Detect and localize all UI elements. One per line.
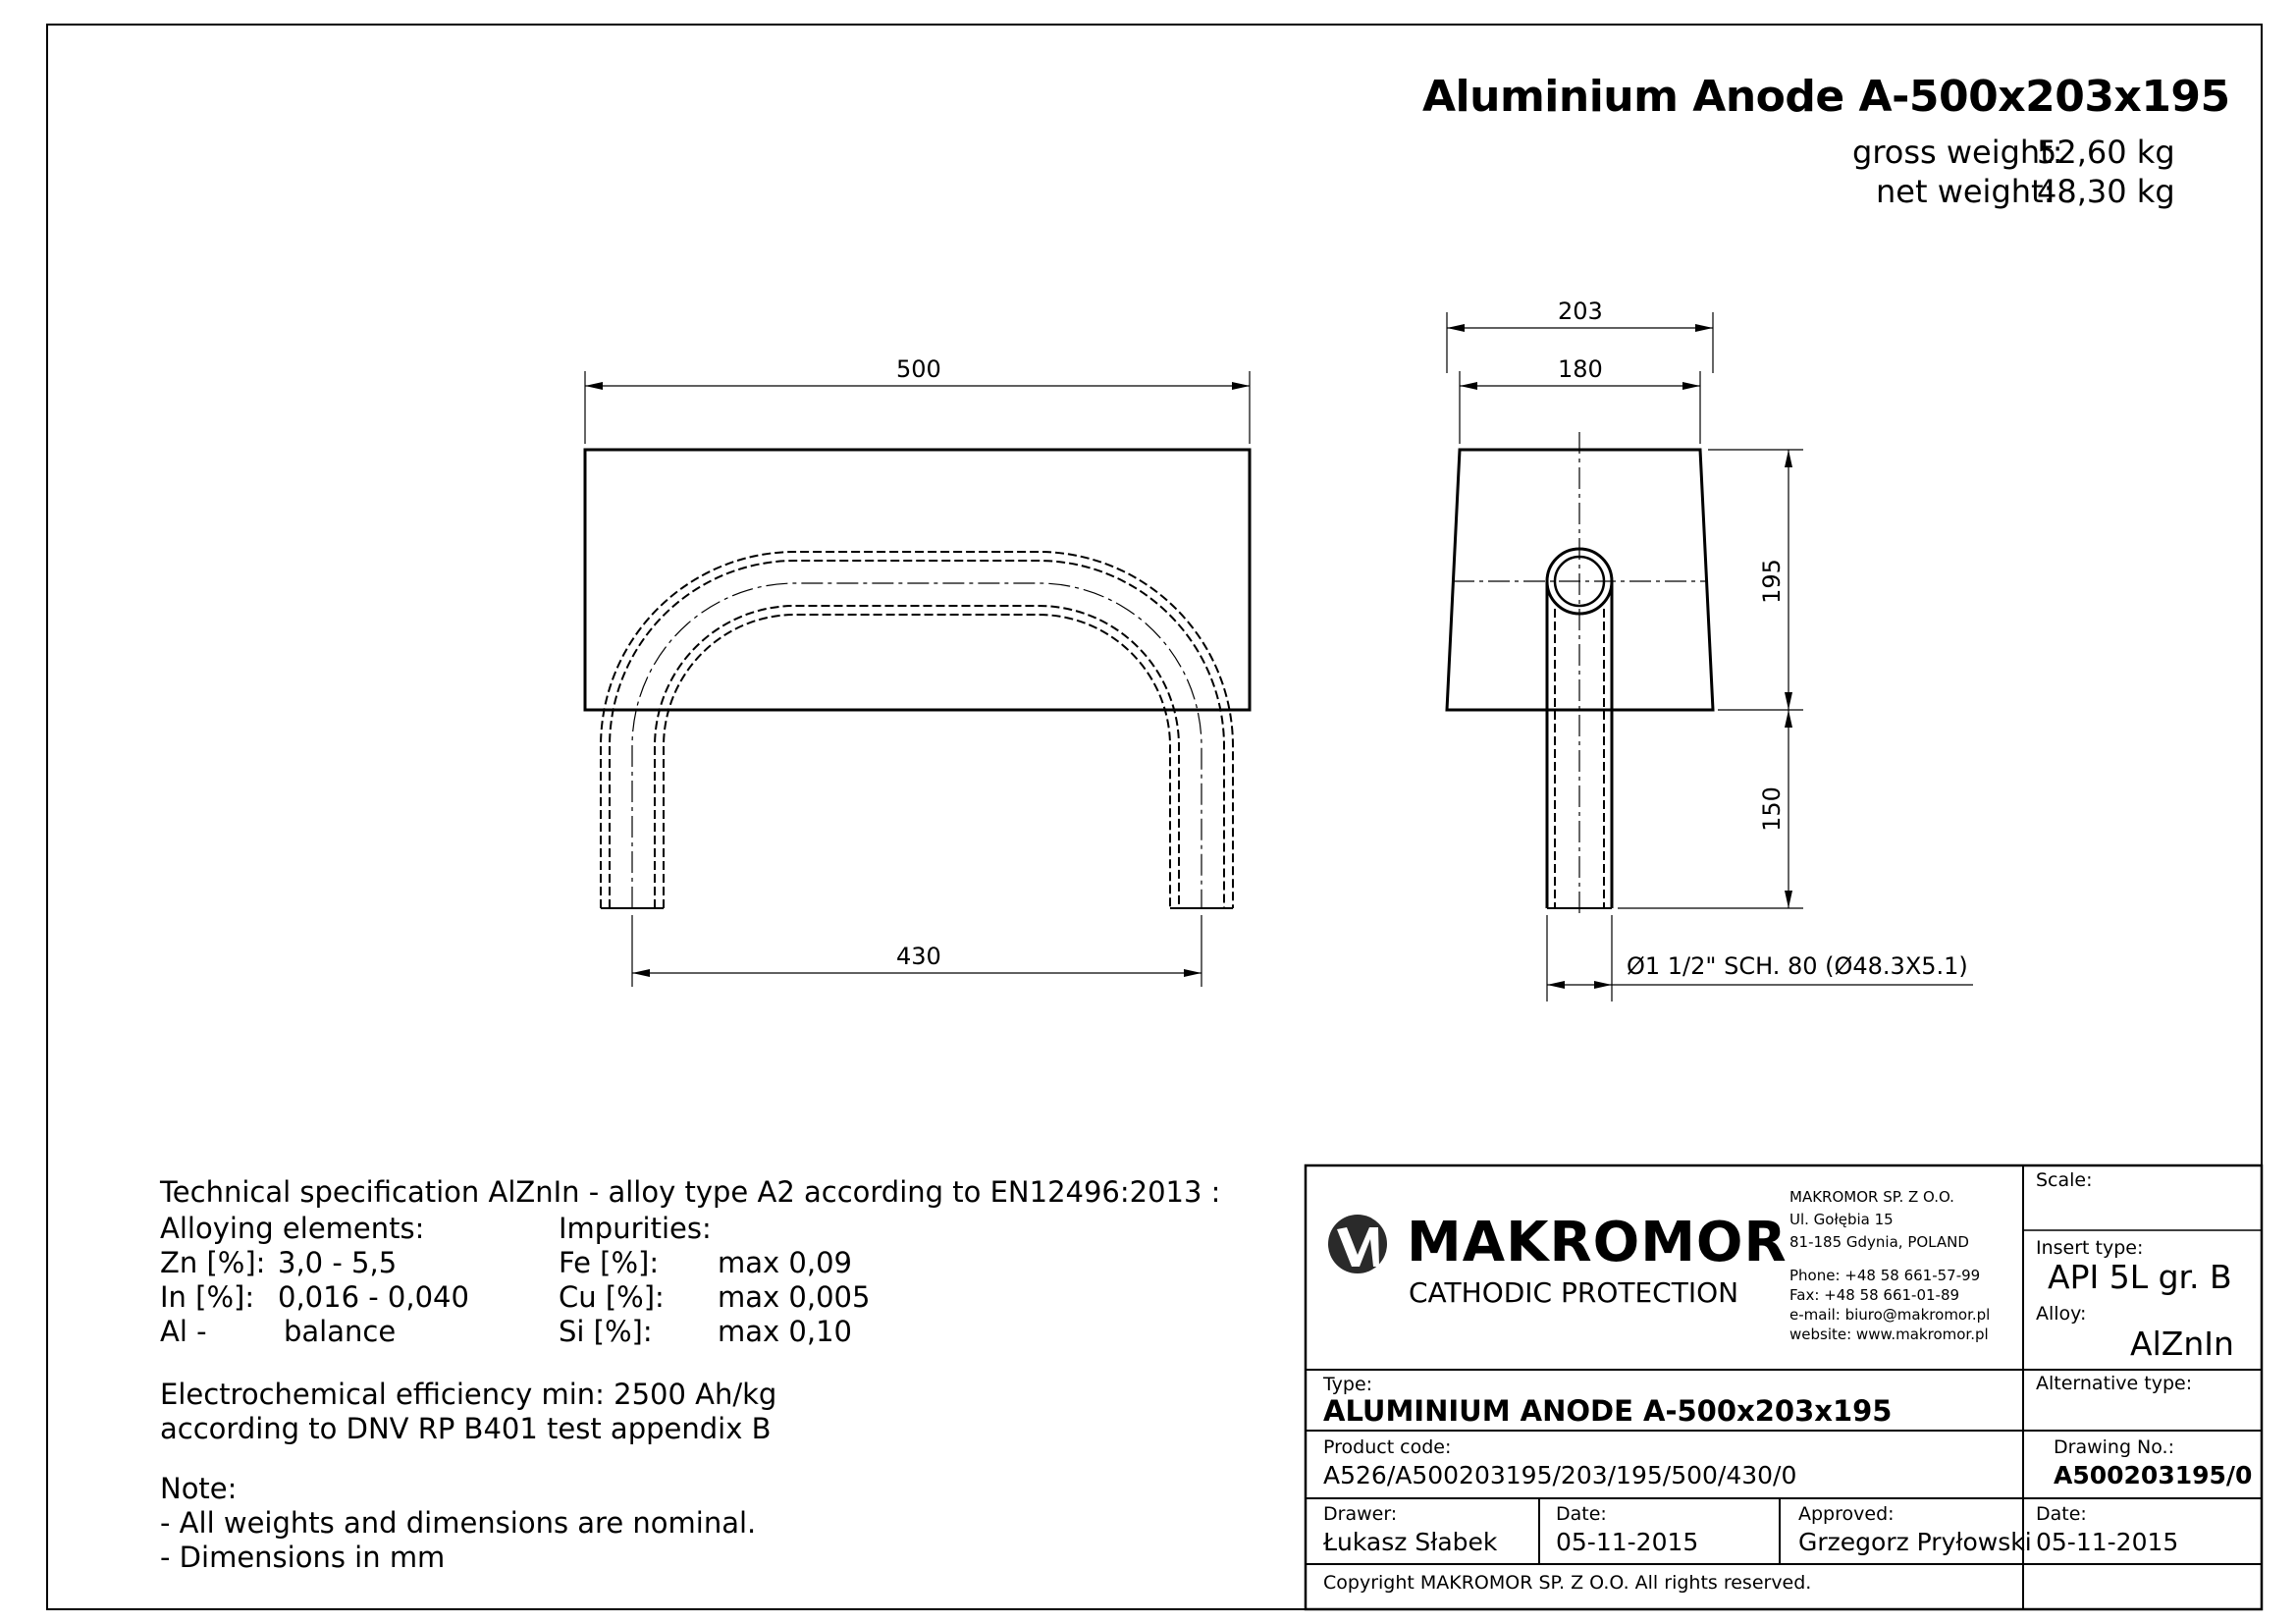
efficiency-line-2: according to DNV RP B401 test appendix B: [160, 1412, 772, 1445]
gross-weight-label: gross weight:: [1852, 134, 2063, 171]
alloy-val-zn: 3,0 - 5,5: [278, 1246, 398, 1279]
drawer-label: Drawer:: [1323, 1503, 1398, 1525]
scale-label: Scale:: [2036, 1169, 2093, 1191]
approval-date-label: Date:: [2036, 1503, 2087, 1525]
drawing-no-label: Drawing No.:: [2054, 1436, 2174, 1458]
alloy-el-al: Al -: [160, 1315, 207, 1348]
net-weight-value: 48,30 kg: [2037, 173, 2175, 210]
makromor-logo-icon: [1328, 1215, 1387, 1273]
alternative-type-label: Alternative type:: [2036, 1373, 2193, 1394]
drawing-no-value: A500203195/0: [2054, 1461, 2253, 1489]
approved-label: Approved:: [1798, 1503, 1895, 1525]
type-value: ALUMINIUM ANODE A-500x203x195: [1323, 1394, 1893, 1428]
approved-value: Grzegorz Pryłowski: [1798, 1528, 2032, 1556]
core-pipe-centerline: [632, 583, 1201, 908]
date-value: 05-11-2015: [1556, 1528, 1699, 1556]
company-name: MAKROMOR SP. Z O.O.: [1789, 1188, 1954, 1206]
company-email: e-mail: biuro@makromor.pl: [1789, 1306, 1991, 1324]
insert-type-value: API 5L gr. B: [2048, 1258, 2232, 1296]
impurity-el-cu: Cu [%]:: [559, 1280, 665, 1314]
core-pipe-front: [601, 552, 1233, 908]
note-line-1: - All weights and dimensions are nominal.: [160, 1506, 757, 1540]
company-address-2: 81-185 Gdynia, POLAND: [1789, 1233, 1969, 1251]
dim-label-180: 180: [1558, 355, 1603, 383]
product-code-value: A526/A500203195/203/195/500/430/0: [1323, 1461, 1797, 1489]
logo-wordmark: MAKROMOR: [1407, 1211, 1788, 1274]
anode-body-front: [585, 450, 1250, 710]
dim-label-500: 500: [896, 355, 941, 383]
type-label: Type:: [1323, 1374, 1373, 1395]
drawer-value: Łukasz Słabek: [1323, 1528, 1498, 1556]
alloy-value: AlZnIn: [2130, 1325, 2234, 1363]
alloy-label: Alloy:: [2036, 1303, 2087, 1325]
dim-label-430: 430: [896, 943, 941, 970]
note-heading: Note:: [160, 1472, 238, 1505]
impurity-val-cu: max 0,005: [718, 1280, 871, 1314]
alloy-val-in: 0,016 - 0,040: [278, 1280, 469, 1314]
efficiency-line-1: Electrochemical efficiency min: 2500 Ah/kg: [160, 1378, 777, 1411]
copyright: Copyright MAKROMOR SP. Z O.O. All rights reserved.: [1323, 1572, 1812, 1594]
dim-label-195: 195: [1757, 559, 1786, 604]
dim-label-pipe: Ø1 1/2" SCH. 80 (Ø48.3X5.1): [1627, 952, 1968, 980]
company-phone: Phone: +48 58 661-57-99: [1789, 1267, 1981, 1284]
alloy-el-zn: Zn [%]:: [160, 1246, 266, 1279]
insert-type-label: Insert type:: [2036, 1237, 2144, 1259]
product-code-label: Product code:: [1323, 1436, 1452, 1458]
company-address-1: Ul. Gołębia 15: [1789, 1211, 1894, 1228]
side-view: [1447, 312, 1973, 1001]
note-line-2: - Dimensions in mm: [160, 1541, 446, 1574]
impurity-val-si: max 0,10: [718, 1315, 852, 1348]
impurity-el-si: Si [%]:: [559, 1315, 653, 1348]
impurity-el-fe: Fe [%]:: [559, 1246, 660, 1279]
alloy-el-in: In [%]:: [160, 1280, 255, 1314]
alloy-val-al: balance: [284, 1315, 397, 1348]
dim-label-203: 203: [1558, 298, 1603, 325]
drawing-title: Aluminium Anode A-500x203x195: [1422, 72, 2230, 122]
spec-heading: Technical specification AlZnIn - alloy type A2 according to EN12496:2013 :: [160, 1175, 1221, 1209]
dim-label-150: 150: [1757, 786, 1786, 832]
sheet-border: [47, 25, 2262, 1609]
gross-weight-value: 52,60 kg: [2037, 134, 2175, 171]
impurities-heading: Impurities:: [559, 1212, 712, 1245]
net-weight-label: net weight:: [1876, 173, 2055, 210]
impurity-val-fe: max 0,09: [718, 1246, 852, 1279]
approval-date-value: 05-11-2015: [2036, 1528, 2179, 1556]
alloying-heading: Alloying elements:: [160, 1212, 425, 1245]
front-view: [585, 371, 1250, 987]
date-label: Date:: [1556, 1503, 1607, 1525]
company-website: website: www.makromor.pl: [1789, 1326, 1989, 1343]
company-fax: Fax: +48 58 661-01-89: [1789, 1286, 1960, 1304]
logo-subtitle: CATHODIC PROTECTION: [1409, 1276, 1739, 1309]
